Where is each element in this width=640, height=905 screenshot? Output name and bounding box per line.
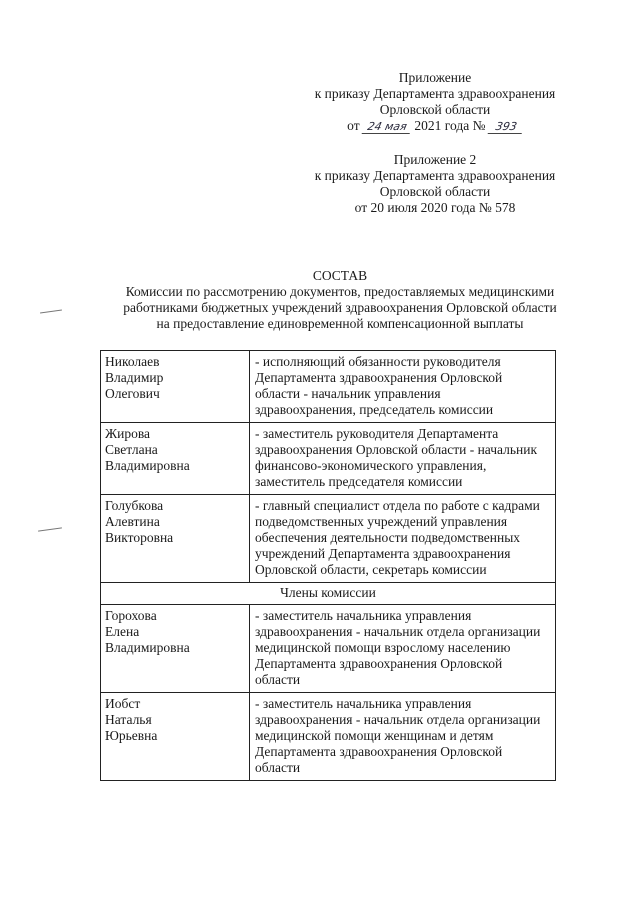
role-line: здравоохранения, председатель комиссии xyxy=(255,402,494,417)
member-surname: Голубкова xyxy=(105,498,164,513)
member-patronymic: Юрьевна xyxy=(105,728,158,743)
appendix2-region-line: Орловской области xyxy=(379,184,491,199)
member-role-cell xyxy=(250,423,556,495)
role-line: подведомственных учреждений управления xyxy=(255,514,508,529)
member-surname: Иобст xyxy=(105,696,141,711)
date-prefix: от xyxy=(347,118,360,133)
member-name-cell xyxy=(101,495,250,583)
commission-table xyxy=(100,350,556,781)
role-line: медицинской помощи взрослому населению xyxy=(255,640,511,655)
member-name-cell xyxy=(101,351,250,423)
member-first-name: Владимир xyxy=(105,370,164,385)
handwritten-number: 393 xyxy=(487,121,524,134)
members-section-label: Члены комиссии xyxy=(101,583,556,605)
section-row xyxy=(101,583,556,605)
appendix-title: Приложение xyxy=(398,70,472,85)
member-first-name: Наталья xyxy=(105,712,152,727)
member-patronymic: Олегович xyxy=(105,386,160,401)
role-line: Департамента здравоохранения Орловской xyxy=(255,744,503,759)
heading-line-1: Комиссии по рассмотрению документов, предоставляемых медицинскими xyxy=(125,284,555,299)
appendix-date-line xyxy=(300,118,570,134)
document-heading xyxy=(80,268,600,332)
role-line: - заместитель начальника управления xyxy=(255,608,472,623)
member-name-cell xyxy=(101,693,250,781)
member-role-cell xyxy=(250,605,556,693)
appendix-header xyxy=(300,70,570,134)
appendix-order-line: к приказу Департамента здравоохранения xyxy=(314,86,556,101)
handwritten-date: 24 мая xyxy=(362,121,413,134)
role-line: медицинской помощи женщинам и детям xyxy=(255,728,494,743)
member-patronymic: Владимировна xyxy=(105,640,190,655)
member-role-cell xyxy=(250,351,556,423)
role-line: области - начальник управления xyxy=(255,386,441,401)
member-first-name: Светлана xyxy=(105,442,158,457)
table-row xyxy=(101,423,556,495)
role-line: Орловской области, секретарь комиссии xyxy=(255,562,487,577)
role-line: Департамента здравоохранения Орловской xyxy=(255,656,503,671)
appendix2-header xyxy=(300,152,570,216)
appendix2-order-line: к приказу Департамента здравоохранения xyxy=(314,168,556,183)
member-surname: Горохова xyxy=(105,608,157,623)
heading-title: СОСТАВ xyxy=(312,268,368,283)
member-role-cell xyxy=(250,693,556,781)
member-patronymic: Владимировна xyxy=(105,458,190,473)
table-row xyxy=(101,351,556,423)
member-surname: Жирова xyxy=(105,426,151,441)
member-first-name: Алевтина xyxy=(105,514,160,529)
role-line: здравоохранения Орловской области - начальник xyxy=(255,442,538,457)
member-patronymic: Викторовна xyxy=(105,530,174,545)
role-line: здравоохранения - начальник отдела организации xyxy=(255,712,541,727)
role-line: здравоохранения - начальник отдела организации xyxy=(255,624,541,639)
role-line: учреждений Департамента здравоохранения xyxy=(255,546,511,561)
role-line: обеспечения деятельности подведомственных xyxy=(255,530,521,545)
member-name-cell xyxy=(101,423,250,495)
heading-line-3: на предоставление единовременной компенсационной выплаты xyxy=(156,316,524,331)
role-line: - заместитель руководителя Департамента xyxy=(255,426,499,441)
role-line: Департамента здравоохранения Орловской xyxy=(255,370,503,385)
member-surname: Николаев xyxy=(105,354,160,369)
table-row xyxy=(101,495,556,583)
table-row xyxy=(101,605,556,693)
heading-line-2: работниками бюджетных учреждений здравоохранения Орловской области xyxy=(123,300,557,315)
appendix2-date-line: от 20 июля 2020 года № 578 xyxy=(354,200,516,215)
member-first-name: Елена xyxy=(105,624,140,639)
role-line: финансово-экономического управления, xyxy=(255,458,487,473)
role-line: области xyxy=(255,760,301,775)
role-line: - заместитель начальника управления xyxy=(255,696,472,711)
member-role-cell xyxy=(250,495,556,583)
date-suffix: 2021 года № xyxy=(414,118,486,133)
member-name-cell xyxy=(101,605,250,693)
table-row xyxy=(101,693,556,781)
appendix2-title: Приложение 2 xyxy=(393,152,477,167)
scan-margin-mark xyxy=(38,527,62,531)
role-line: - главный специалист отдела по работе с кадрами xyxy=(255,498,540,513)
role-line: области xyxy=(255,672,301,687)
appendix-region-line: Орловской области xyxy=(379,102,491,117)
role-line: - исполняющий обязанности руководителя xyxy=(255,354,501,369)
scan-margin-mark xyxy=(40,309,62,313)
role-line: заместитель председателя комиссии xyxy=(255,474,463,489)
